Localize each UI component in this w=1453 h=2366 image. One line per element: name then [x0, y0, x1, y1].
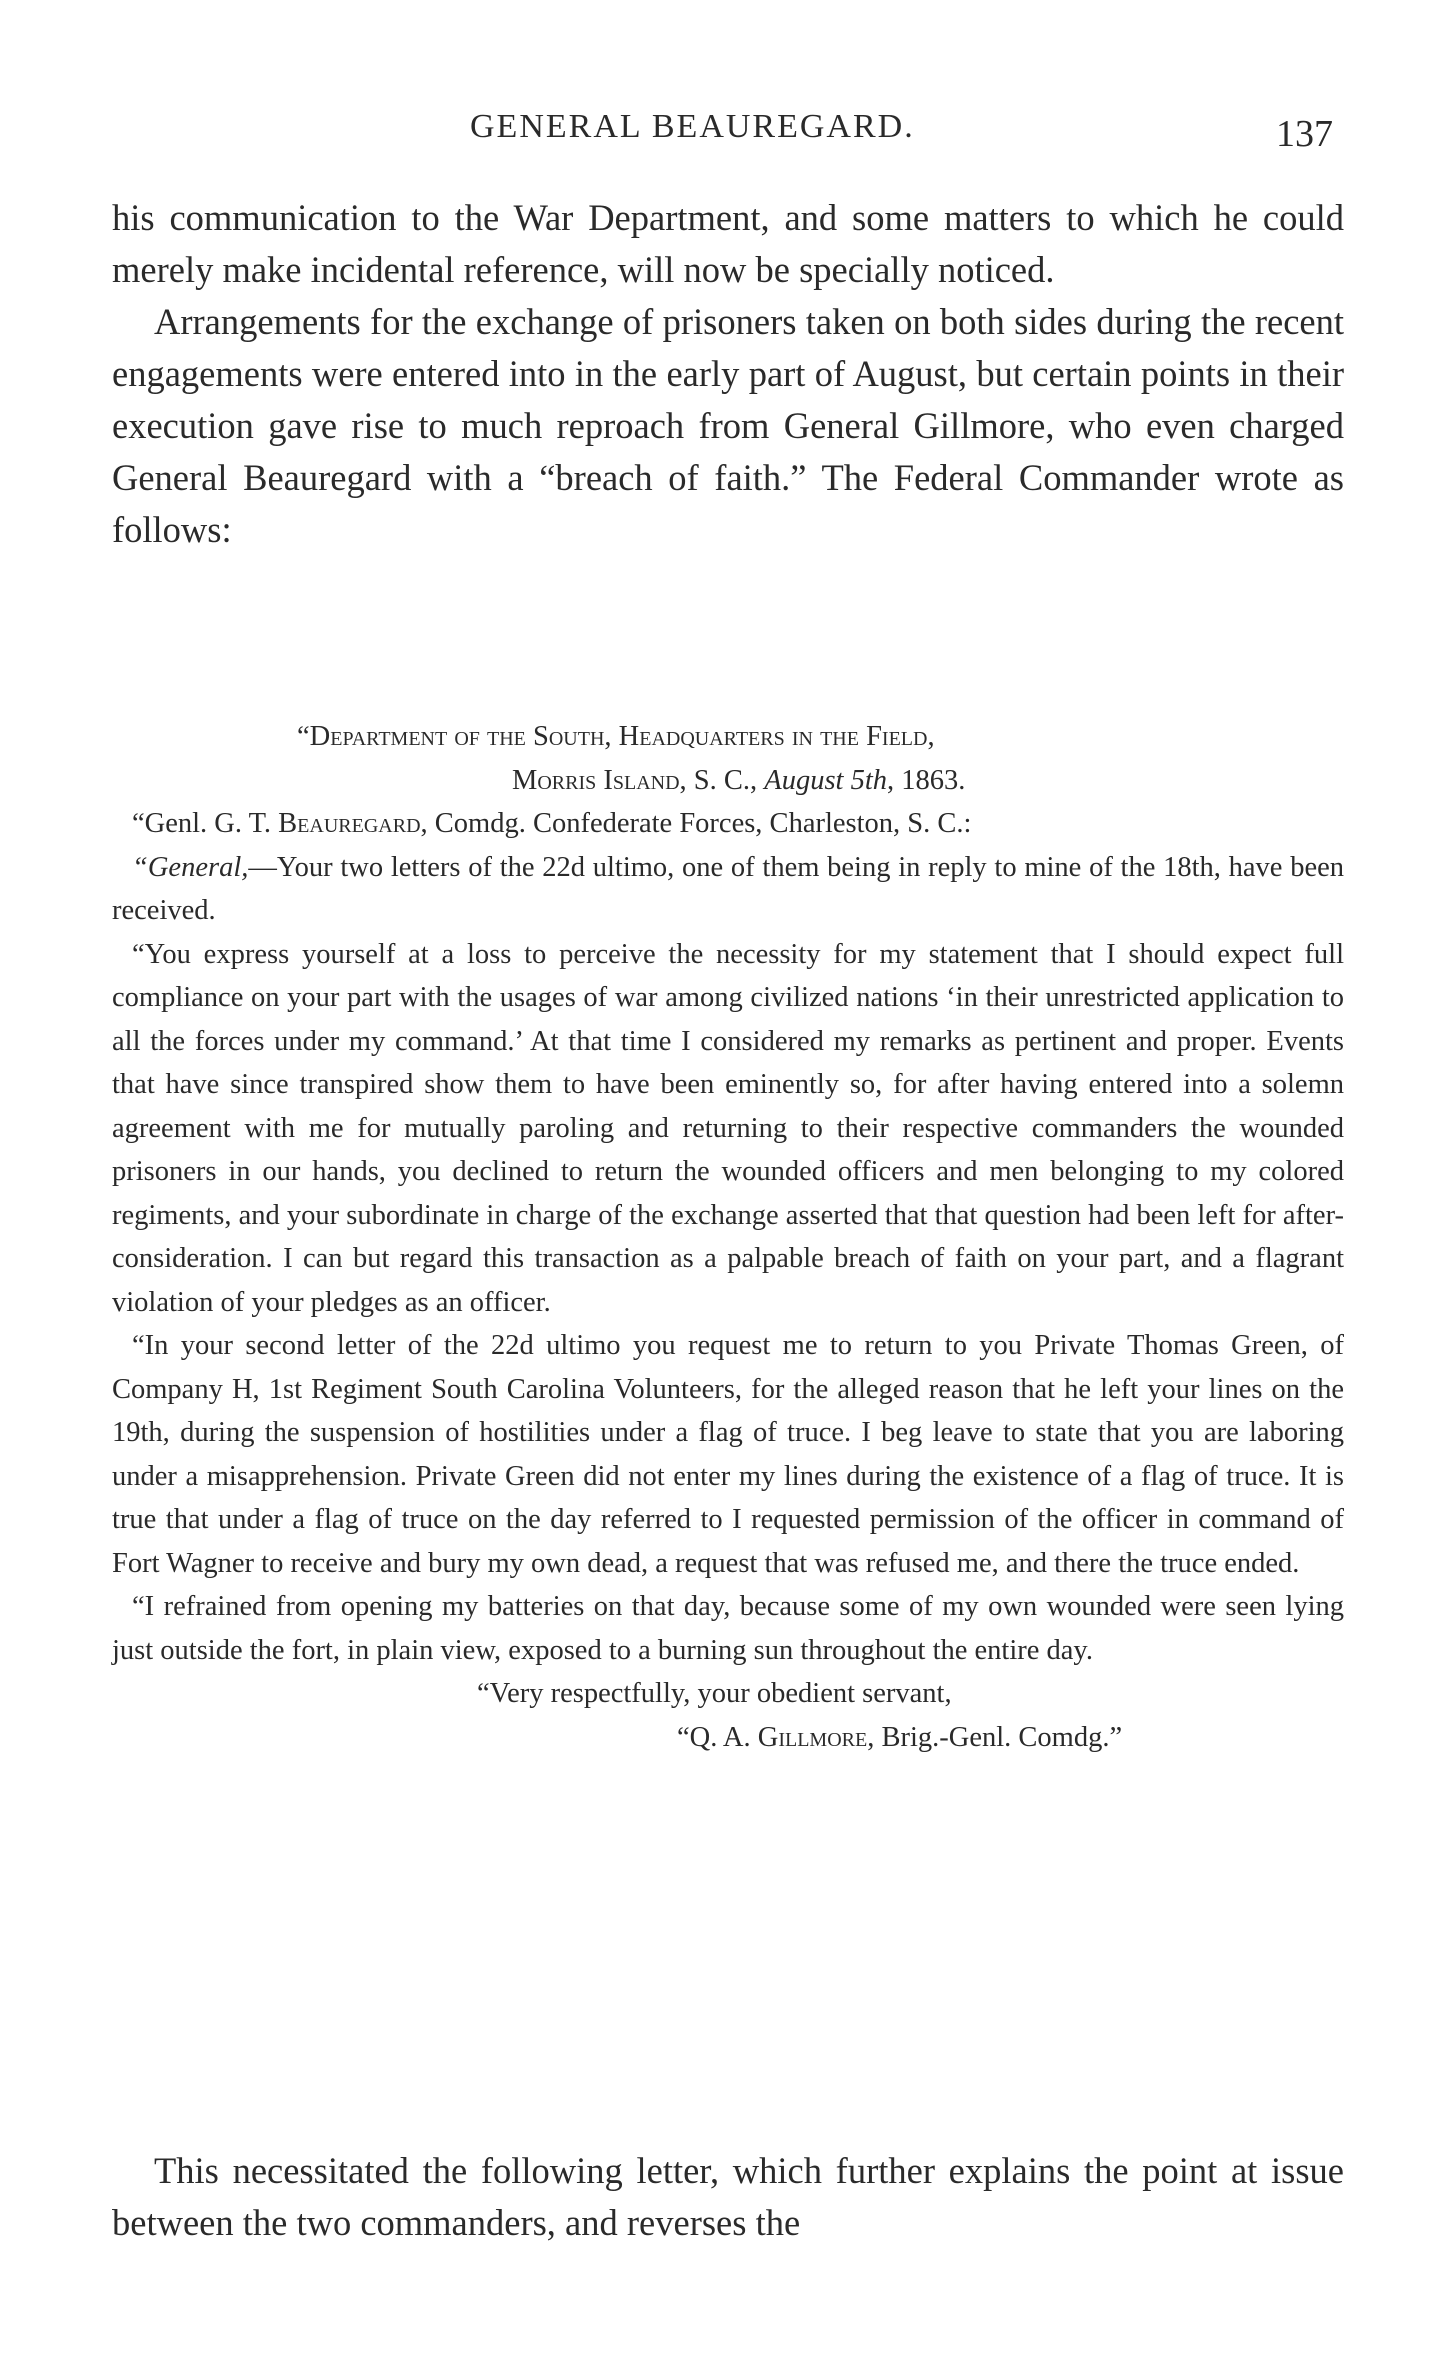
intro-paragraph: Arrangements for the exchange of prisoners taken on both sides during the recent engagements were entered into in the early part of August, but certain points in their execution gave rise to much reproach from General Gillmore, who even charged General Beauregard with a “breach of faith.” The Federal Commander wrote as follows:	[112, 301, 1344, 550]
running-title: GENERAL BEAUREGARD.	[470, 108, 915, 145]
letter-salutation: “General,	[132, 851, 249, 883]
page-number: 137	[1276, 113, 1333, 155]
letter-date: August 5th	[764, 764, 887, 796]
letter-dept-line: “Department of the South, Headquarters in the Field,	[297, 721, 935, 752]
intro-paragraph: his communication to the War Department, and some matters to which he could merely make incidental reference, will now be specially noticed.	[112, 197, 1344, 290]
letter-paragraph: “I refrained from opening my batteries on that day, because some of my own wounded were seen lying just outside the fort, in plain view, exposed to a burning sun throughout the entire day.	[112, 1591, 1344, 1666]
letter-paragraph: “In your second letter of the 22d ultimo you request me to return to you Private Thomas Green, of Company H, 1st Regiment South Carolina Volunteers, for the alleged reason that he left your lines on the 19th, during the suspension of hostilities under a flag of truce. I beg leave to state that you are laboring under a misapprehension. Private Green did not enter my lines during the existence of a flag of truce. It is true that under a flag of truce on the day referred to I requested permission of the officer in command of Fort Wagner to receive and bury my own dead, a request that was refused me, and there the truce ended.	[112, 1330, 1344, 1579]
addressee-name: Beauregard	[278, 808, 421, 839]
letter-signature	[112, 1716, 1344, 1760]
addressee-suffix: , Comdg. Confederate Forces, Charleston, S. C.:	[420, 808, 972, 839]
letter-closing: “Very respectfully, your obedient servant,	[477, 1678, 952, 1709]
signature-prefix: “Q. A.	[677, 1721, 758, 1753]
signature-suffix: , Brig.-Genl. Comdg.”	[867, 1721, 1123, 1753]
letter-paragraph-text: —Your two letters of the 22d ultimo, one of them being in reply to mine of the 18th, have been received.	[112, 851, 1344, 926]
letter-place: Morris Island, S. C.,	[512, 764, 765, 796]
letter-paragraph: “You express yourself at a loss to perceive the necessity for my statement that I should expect full compliance on your part with the usages of war among civilized nations ‘in their unrestricted application to all the forces under my command.’ At that time I considered my remarks as pertinent and proper. Events that have since transpired show them to have been eminently so, for after having entered into a solemn agreement with me for mutually paroling and returning to their respective commanders the wounded prisoners in our hands, you declined to return the wounded officers and men belonging to my colored regiments, and your subordinate in charge of the exchange asserted that that question had been left for after-consideration. I can but regard this transaction as a palpable breach of faith on your part, and a flagrant violation of your pledges as an officer.	[112, 938, 1344, 1318]
letter-year: , 1863.	[887, 764, 966, 796]
addressee-prefix: “Genl. G. T.	[132, 808, 279, 839]
letter-paragraph	[112, 846, 1344, 933]
quoted-letter	[112, 715, 1344, 1759]
intro-text	[112, 192, 1344, 556]
signature-name: Gillmore	[757, 1721, 868, 1753]
letter-addressee	[112, 802, 1344, 846]
outro-text	[112, 2145, 1344, 2249]
outro-paragraph: This necessitated the following letter, which further explains the point at issue between the two commanders, and reverses the	[112, 2150, 1344, 2243]
letter-place-date	[112, 759, 1344, 803]
